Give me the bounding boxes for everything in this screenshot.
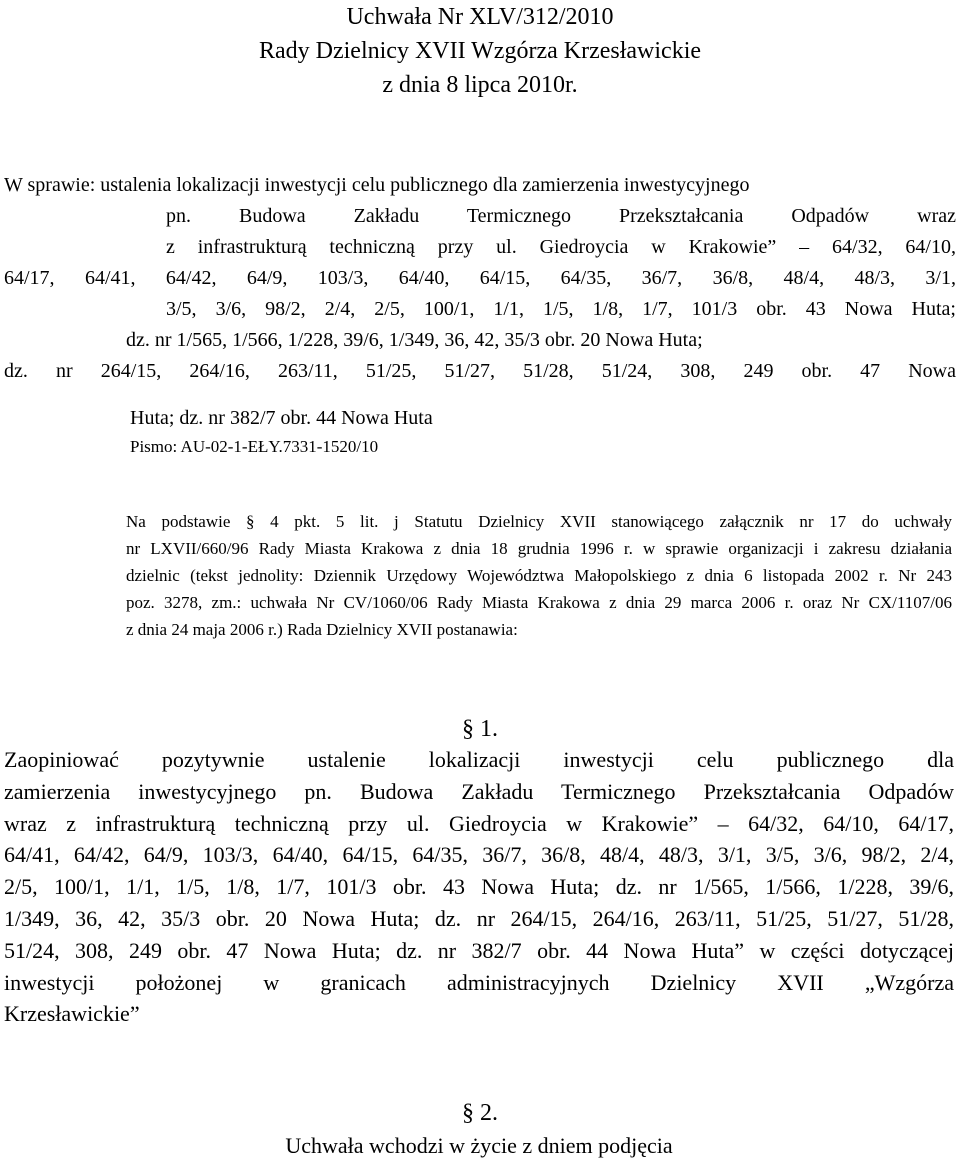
basis-line: poz. 3278, zm.: uchwała Nr CV/1060/06 Rady Miasta Krakowa z dnia 29 marca 2006 r. oraz Nr CX/1107/06 bbox=[126, 593, 952, 612]
section-1-line: 51/24, 308, 249 obr. 47 Nowa Huta; dz. nr 382/7 obr. 44 Nowa Huta” w części dotyczącej bbox=[4, 937, 954, 963]
subject-line: z infrastrukturą techniczną przy ul. Giedroycia w Krakowie” – 64/32, 64/10, bbox=[166, 236, 956, 258]
section-2-mark: § 2. bbox=[462, 1100, 498, 1126]
section-1-line: wraz z infrastrukturą techniczną przy ul. Giedroycia w Krakowie” – 64/32, 64/10, 64/17, bbox=[4, 810, 954, 836]
resolution-issuer: Rady Dzielnicy XVII Wzgórza Krzesławickie bbox=[258, 38, 702, 64]
letter-reference: Pismo: AU-02-1-EŁY.7331-1520/10 bbox=[130, 437, 379, 456]
section-1-line: zamierzenia inwestycyjnego pn. Budowa Zakładu Termicznego Przekształcania Odpadów bbox=[4, 778, 954, 804]
subject-line: 3/5, 3/6, 98/2, 2/4, 2/5, 100/1, 1/1, 1/5, 1/8, 1/7, 101/3 obr. 43 Nowa Huta; bbox=[166, 298, 956, 320]
subject-line: pn. Budowa Zakładu Termicznego Przekształcania Odpadów wraz bbox=[166, 205, 956, 227]
section-1-line: Zaopiniować pozytywnie ustalenie lokalizacji inwestycji celu publicznego dla bbox=[4, 747, 954, 772]
basis-line: Na podstawie § 4 pkt. 5 lit. j Statutu Dzielnicy XVII stanowiącego załącznik nr 17 do uchwały bbox=[126, 512, 952, 531]
basis-line: dzielnic (tekst jednolity: Dziennik Urzędowy Województwa Małopolskiego z dnia 6 listopada 2002 r. Nr 243 bbox=[126, 566, 952, 585]
basis-line: nr LXVII/660/96 Rady Miasta Krakowa z dnia 18 grudnia 1996 r. w sprawie organizacji i zakresu działania bbox=[126, 539, 952, 558]
subject-line: 64/17, 64/41, 64/42, 64/9, 103/3, 64/40, 64/15, 64/35, 36/7, 36/8, 48/4, 48/3, 3/1, bbox=[4, 267, 956, 289]
section-1-line: Krzesławickie” bbox=[4, 1001, 140, 1027]
subject-line: dz. nr 264/15, 264/16, 263/11, 51/25, 51/27, 51/28, 51/24, 308, 249 obr. 47 Nowa bbox=[4, 360, 956, 382]
subject-line: Huta; dz. nr 382/7 obr. 44 Nowa Huta bbox=[130, 407, 433, 429]
subject-line: dz. nr 1/565, 1/566, 1/228, 39/6, 1/349, 36, 42, 35/3 obr. 20 Nowa Huta; bbox=[126, 329, 703, 351]
section-1-mark: § 1. bbox=[462, 716, 498, 742]
section-1-line: 1/349, 36, 42, 35/3 obr. 20 Nowa Huta; dz. nr 264/15, 264/16, 263/11, 51/25, 51/27, 51/28, bbox=[4, 905, 954, 931]
subject-line: W sprawie: ustalenia lokalizacji inwestycji celu publicznego dla zamierzenia inwestycyjnego bbox=[4, 174, 750, 196]
legal-basis bbox=[126, 508, 952, 643]
section-2-text: Uchwała wchodzi w życie z dniem podjęcia bbox=[285, 1133, 673, 1158]
resolution-date: z dnia 8 lipca 2010r. bbox=[382, 72, 578, 98]
resolution-header bbox=[0, 0, 960, 102]
section-1-line: inwestycji położonej w granicach administracyjnych Dzielnicy XVII „Wzgórza bbox=[4, 969, 954, 995]
section-1-line: 64/41, 64/42, 64/9, 103/3, 64/40, 64/15, 64/35, 36/7, 36/8, 48/4, 48/3, 3/1, 3/5, 3/6, 98/2, 2/4, bbox=[4, 842, 954, 868]
resolution-subject bbox=[4, 170, 956, 460]
section-1-line: 2/5, 100/1, 1/1, 1/5, 1/8, 1/7, 101/3 obr. 43 Nowa Huta; dz. nr 1/565, 1/566, 1/228, 39/6, bbox=[4, 874, 954, 900]
resolution-number: Uchwała Nr XLV/312/2010 bbox=[346, 4, 614, 30]
basis-line: z dnia 24 maja 2006 r.) Rada Dzielnicy XVII postanawia: bbox=[126, 620, 518, 639]
section-1-text bbox=[4, 744, 954, 1030]
